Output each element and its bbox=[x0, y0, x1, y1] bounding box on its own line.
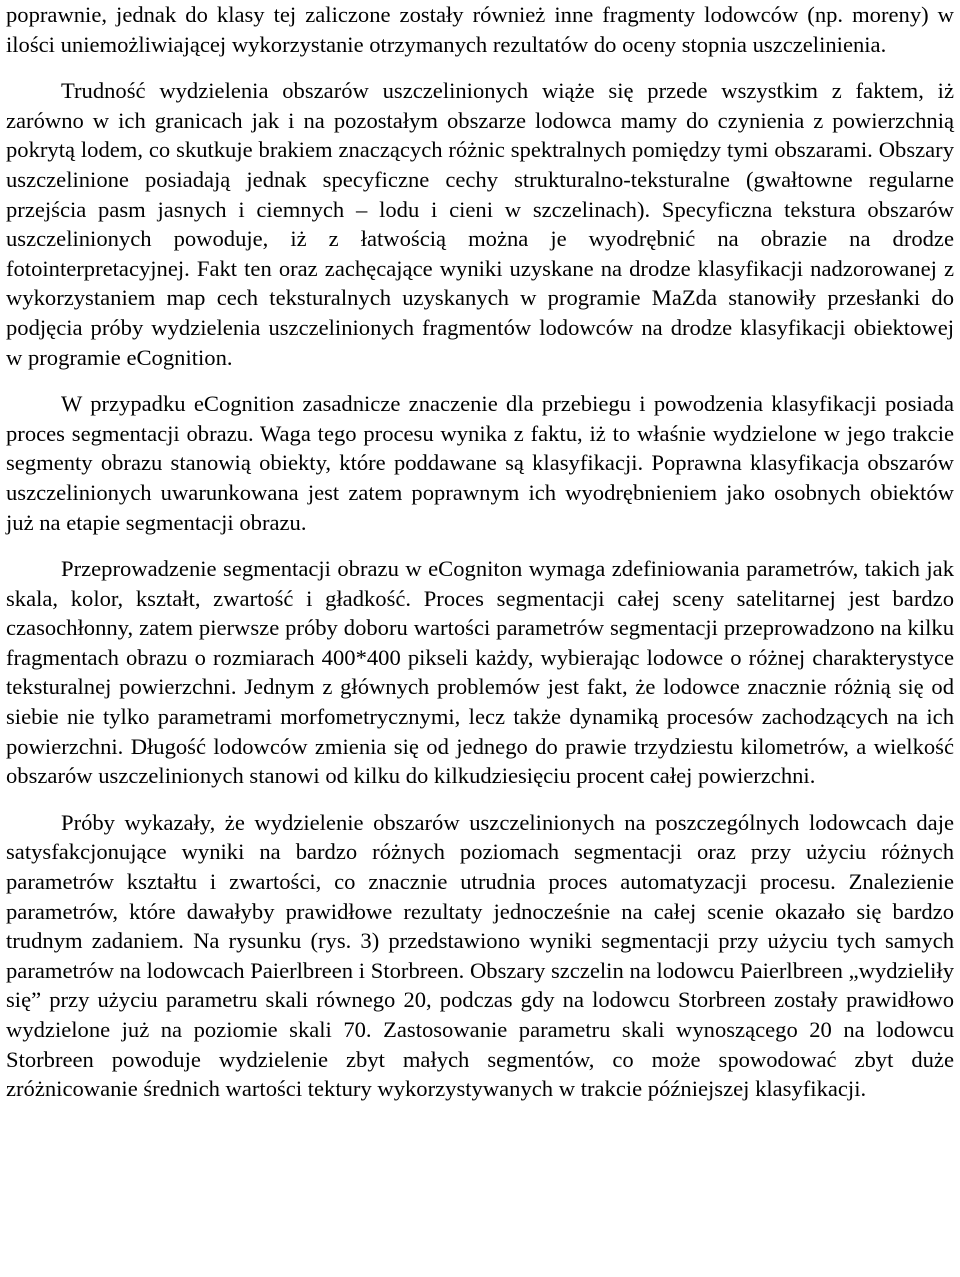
document-page bbox=[6, 0, 954, 1104]
paragraph-gap bbox=[6, 537, 954, 554]
paragraph-gap bbox=[6, 372, 954, 389]
paragraph-continuation: poprawnie, jednak do klasy tej zaliczone zostały również inne fragmenty lodowców (np. moreny) w ilości uniemożliwiającej wykorzystanie otrzymanych rezultatów do oceny stopnia uszczelinienia. bbox=[6, 2, 954, 57]
paragraph-gap bbox=[6, 791, 954, 808]
paragraph-gap bbox=[6, 59, 954, 76]
paragraph-crevasse-difficulty: Trudność wydzielenia obszarów uszczelinionych wiąże się przede wszystkim z faktem, iż zarówno w ich granicach jak i na pozostałym obszarze lodowca mamy do czynienia z powierzchnią pokrytą lodem, co skutkuje brakiem znaczących różnic spektralnych pomiędzy tymi obszarami. Obszary uszczelinione posiadają jednak specyficzne cechy strukturalno-teksturalne (gwałtowne regularne przejścia pasm jasnych i ciemnych – lodu i cieni w szczelinach). Specyficzna tekstura obszarów uszczelinionych powoduje, iż z łatwością można je wyodrębnić na obrazie na drodze fotointerpretacyjnej. Fakt ten oraz zachęcające wyniki uzyskane na drodze klasyfikacji nadzorowanej z wykorzystaniem map cech teksturalnych uzyskanych w programie MaZda stanowiły przesłanki do podjęcia próby wydzielenia uszczelinionych fragmentów lodowców na drodze klasyfikacji obiektowej w programie eCognition. bbox=[6, 78, 954, 370]
paragraph-test-results: Próby wykazały, że wydzielenie obszarów uszczelinionych na poszczególnych lodowcach daje satysfakcjonujące wyniki na bardzo różnych poziomach segmentacji oraz przy użyciu różnych parametrów kształtu i zwartości, co znacznie utrudnia proces automatyzacji procesu. Znalezienie parametrów, które dawałyby prawidłowe rezultaty jednocześnie na całej scenie okazało się bardzo trudnym zadaniem. Na rysunku (rys. 3) przedstawiono wyniki segmentacji przy użyciu tych samych parametrów na lodowcach Paierlbreen i Storbreen. Obszary szczelin na lodowcu Paierlbreen „wydzieliły się” przy użyciu parametru skali równego 20, podczas gdy na lodowcu Storbreen zostały prawidłowo wydzielone już na poziomie skali 70. Zastosowanie parametru skali wynoszącego 20 na lodowcu Storbreen powoduje wydzielenie zbyt małych segmentów, co może spowodować zbyt duże zróżnicowanie średnich wartości tektury wykorzystywanych w trakcie późniejszej klasyfikacji. bbox=[6, 809, 954, 1102]
paragraph-ecognition-segmentation: W przypadku eCognition zasadnicze znaczenie dla przebiegu i powodzenia klasyfikacji posiada proces segmentacji obrazu. Waga tego procesu wynika z faktu, iż to właśnie wydzielone w jego trakcie segmenty obrazu stanowią obiekty, które poddawane są klasyfikacji. Poprawna klasyfikacja obszarów uszczelinionych uwarunkowana jest zatem poprawnym ich wyodrębnieniem jako osobnych obiektów już na etapie segmentacji obrazu. bbox=[6, 391, 954, 535]
paragraph-segmentation-parameters: Przeprowadzenie segmentacji obrazu w eCogniton wymaga zdefiniowania parametrów, takich jak skala, kolor, kształt, zwartość i gładkość. Proces segmentacji całej sceny satelitarnej jest bardzo czasochłonny, zatem pierwsze próby doboru wartości parametrów segmentacji przeprowadzono na kilku fragmentach obrazu o rozmiarach 400*400 pikseli każdy, wybierając lodowce o różnej charakterystyce teksturalnej powierzchni. Jednym z głównych problemów jest fakt, że lodowce znacznie różnią się od siebie nie tylko parametrami morfometrycznymi, lecz także dynamiką procesów zachodzących na ich powierzchni. Długość lodowców zmienia się od jednego do prawie trzydziestu kilometrów, a wielkość obszarów uszczelinionych stanowi od kilku do kilkudziesięciu procent całej powierzchni. bbox=[6, 556, 954, 789]
